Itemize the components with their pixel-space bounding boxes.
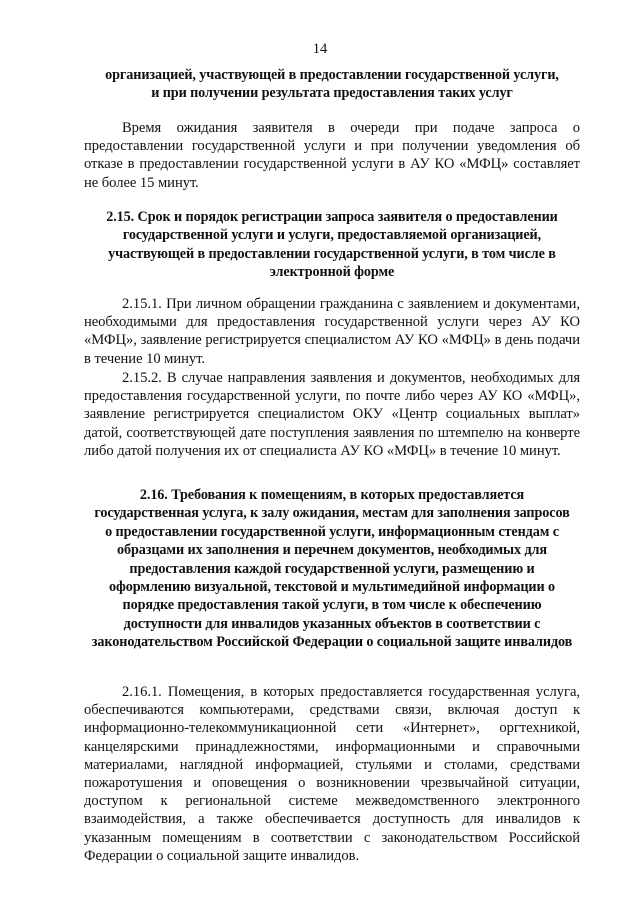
paragraph-wait-time: Время ожидания заявителя в очереди при подаче запроса о предоставлении государственной услуги и при получении уведомления об отказе в предоставлении государственной услуги в АУ КО «МФЦ» составляет не более 15 минут.	[84, 120, 580, 191]
page-number: 14	[312, 41, 328, 57]
paragraph-2-15-1: 2.15.1. При личном обращении гражданина с заявлением и документами, необходимыми для предоставления государственной услуги через АУ КО «МФЦ», заявление регистрируется специалистом АУ КО «МФЦ» в день подачи в течение 10 минут.	[84, 296, 580, 367]
paragraph-2-15-2: 2.15.2. В случае направления заявления и документов, необходимых для предоставления государственной услуги, по почте либо через АУ КО «МФЦ», заявление регистрируется специалистом ОКУ «Центр социальных выплат» датой, соответствующей дате поступления заявления по штемпелю на конверте либо датой получения их от специалиста АУ КО «МФЦ» в течение 10 минут.	[84, 370, 580, 459]
section-2-15-heading: 2.15. Срок и порядок регистрации запроса заявителя о предоставлении государственной услуги и услуги, предоставляемой организацией, участвующей в предоставлении государственной услуги, в том числе в электронной форме	[106, 209, 558, 281]
section-2-16-heading: 2.16. Требования к помещениям, в которых предоставляется государственная услуга, к залу ожидания, местам для заполнения запросов о предоставлении государственной услуги, информационным стендам с образцами их заполнения и перечнем документов, необходимых для предоставления каждой государственной услуги, размещению и оформлению визуальной, текстовой и мультимедийной информации о порядке предоставления такой услуги, в том числе к обеспечению доступности для инвалидов указанных объектов в соответствии с законодательством Российской Федерации о социальной защите инвалидов	[91, 487, 573, 651]
paragraph-2-16-1: 2.16.1. Помещения, в которых предоставляется государственная услуга, обеспечиваются компьютерами, средствами связи, включая доступ к информационно-телекоммуникационной сети «Интернет», оргтехникой, канцелярскими принадлежностями, информационными и справочными материалами, наглядной информацией, стульями и столами, средствами пожаротушения и оповещения о возникновении чрезвычайной ситуации, доступом к региональной системе межведомственного электронного взаимодействия, а также обеспечивается доступность для инвалидов к указанным помещениям в соответствии с законодательством Российской Федерации о социальной защите инвалидов.	[84, 684, 580, 864]
heading-continuation: организацией, участвующей в предоставлении государственной услуги, и при получении результата предоставления таких услуг	[105, 67, 559, 102]
